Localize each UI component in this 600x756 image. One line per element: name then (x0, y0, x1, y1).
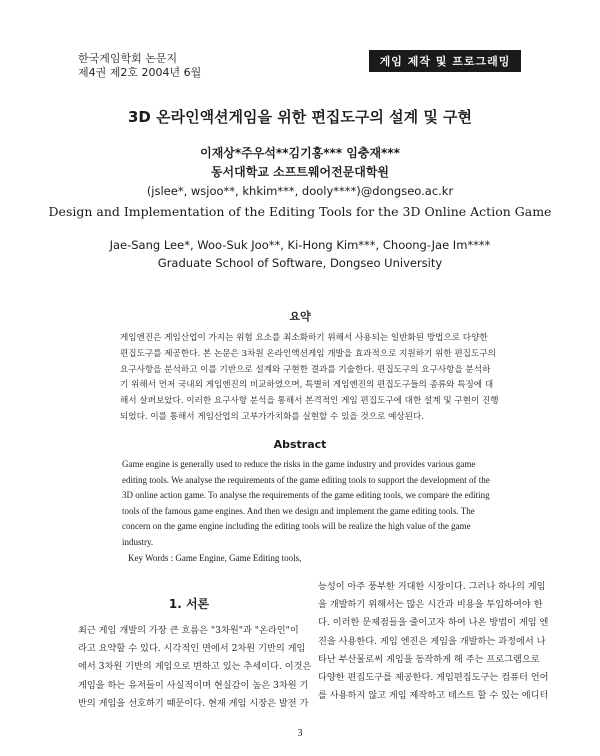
body-line: 최근 게임 개발의 가장 큰 흐름은 "3차원"과 "온라인"이 (78, 625, 299, 636)
abstract-korean-heading: 요약 (289, 310, 311, 323)
abstract-korean-line: 기 위해서 먼저 국내외 게임엔진의 비교하였으며, 특별히 게임엔진의 편집도구들의 종류와 특징에 대 (120, 380, 494, 391)
authors-korean: 이재상*주우석**김기홍*** 임충재*** (200, 146, 400, 160)
body-line: 진을 사용한다. 게임 엔진은 게임을 개발하는 과정에서 나 (318, 635, 546, 647)
abstract-english-line: concern on the game engine including the editing tools will be realize the high value of the game (122, 521, 471, 531)
author-block-english (0, 236, 600, 272)
body-line: 능성이 아주 풍부한 거대한 시장이다. 그러나 하나의 게임 (318, 581, 546, 592)
abstract-english-line: industry. (122, 536, 154, 547)
authors-english: Jae-Sang Lee*, Woo-Suk Joo**, Ki-Hong Kim***, Choong-Jae Im**** (109, 238, 491, 252)
body-column-right (318, 578, 549, 705)
abstract-korean-line: 편집도구를 제공한다. 본 논문은 3차원 온라인액션게임 개발을 효과적으로 지원하기 위한 편집도구의 (120, 348, 496, 359)
body-line: 을 개발하기 위해서는 많은 시간과 비용을 투입하여야 한 (318, 599, 543, 611)
abstract-korean-line: 요구사항을 분석하고 이를 기반으로 설계와 구현한 결과를 기술한다. 편집도구의 요구사항을 분석하 (120, 364, 491, 375)
section-badge: 게임 제작 및 프로그래밍 (369, 50, 521, 72)
abstract-korean-line: 게임엔진은 게임산업이 가지는 위험 요소를 최소화하기 위해서 사용되는 일반화된 방법으로 다양한 (120, 333, 488, 343)
abstract-korean-line: 되었다. 이를 통해서 게임산업의 고부가가치화를 실현할 수 있을 것으로 예상된다. (120, 411, 425, 422)
affiliation-english: Graduate School of Software, Dongseo University (157, 256, 443, 270)
section-heading-introduction: 1. 서론 (168, 597, 210, 611)
body-line: 타난 부산물로써 게임을 동작하게 해 주는 프로그램으로 (318, 653, 540, 665)
paper-title-english: Design and Implementation of the Editing Tools for the 3D Online Action Game (48, 204, 552, 219)
author-block-korean (0, 144, 600, 201)
abstract-english-line: Game engine is generally used to reduce the risks in the game industry and provides various game (122, 459, 476, 469)
abstract-korean (120, 331, 499, 426)
body-line: 다양한 편집도구를 제공한다. 게임편집도구는 컴퓨터 언어 (318, 672, 549, 684)
body-line: 반의 게임을 선호하기 때문이다. 현재 게임 시장은 발전 가 (78, 697, 309, 709)
keywords: Key Words : Game Engine, Game Editing tools, (128, 553, 302, 563)
abstract-english-line: editing tools. We analyse the requirements of the game editing tools to support the development of the (122, 474, 490, 485)
body-line: 를 사용하지 않고 게임 제작하고 테스트 할 수 있는 에디터 (318, 690, 549, 702)
page-number: 3 (297, 728, 303, 739)
journal-name: 한국게임학회 논문지 (78, 52, 178, 65)
body-column-left (78, 622, 312, 713)
abstract-english-heading: Abstract (273, 438, 327, 451)
affiliation-korean: 동서대학교 소프트웨어전문대학원 (210, 165, 390, 179)
body-line: 다. 이러한 문제점들을 줄이고자 하여 나온 방법이 게임 엔 (318, 617, 549, 629)
abstract-english-line: tools of the famous game engines. And then we design and implement the game editing tools. The (122, 505, 475, 516)
body-line: 에서 3차원 기반의 게임으로 변하고 있는 추세이다. 이것은 (78, 661, 312, 673)
body-line: 라고 요약할 수 있다. 시각적인 면에서 2차원 기반의 게임 (78, 643, 306, 655)
body-line: 게임을 하는 유저들이 사실적이며 현실감이 높은 3차원 기 (78, 679, 309, 691)
journal-header (78, 52, 201, 80)
abstract-english (122, 457, 490, 550)
abstract-korean-line: 해서 살펴보았다. 이러한 요구사항 분석을 통해서 본격적인 게임 편집도구에 대한 설계 및 구현이 진행 (120, 396, 499, 407)
abstract-english-line: 3D online action game. To analyse the requirements of the game editing tools, we compare the editing (122, 490, 490, 500)
paper-title-korean: 3D 온라인액션게임을 위한 편집도구의 설계 및 구현 (127, 108, 473, 126)
journal-issue: 제4권 제2호 2004년 6월 (78, 66, 202, 79)
author-emails: (jslee*, wsjoo**, khkim***, dooly****)@dongseo.ac.kr (146, 184, 454, 198)
